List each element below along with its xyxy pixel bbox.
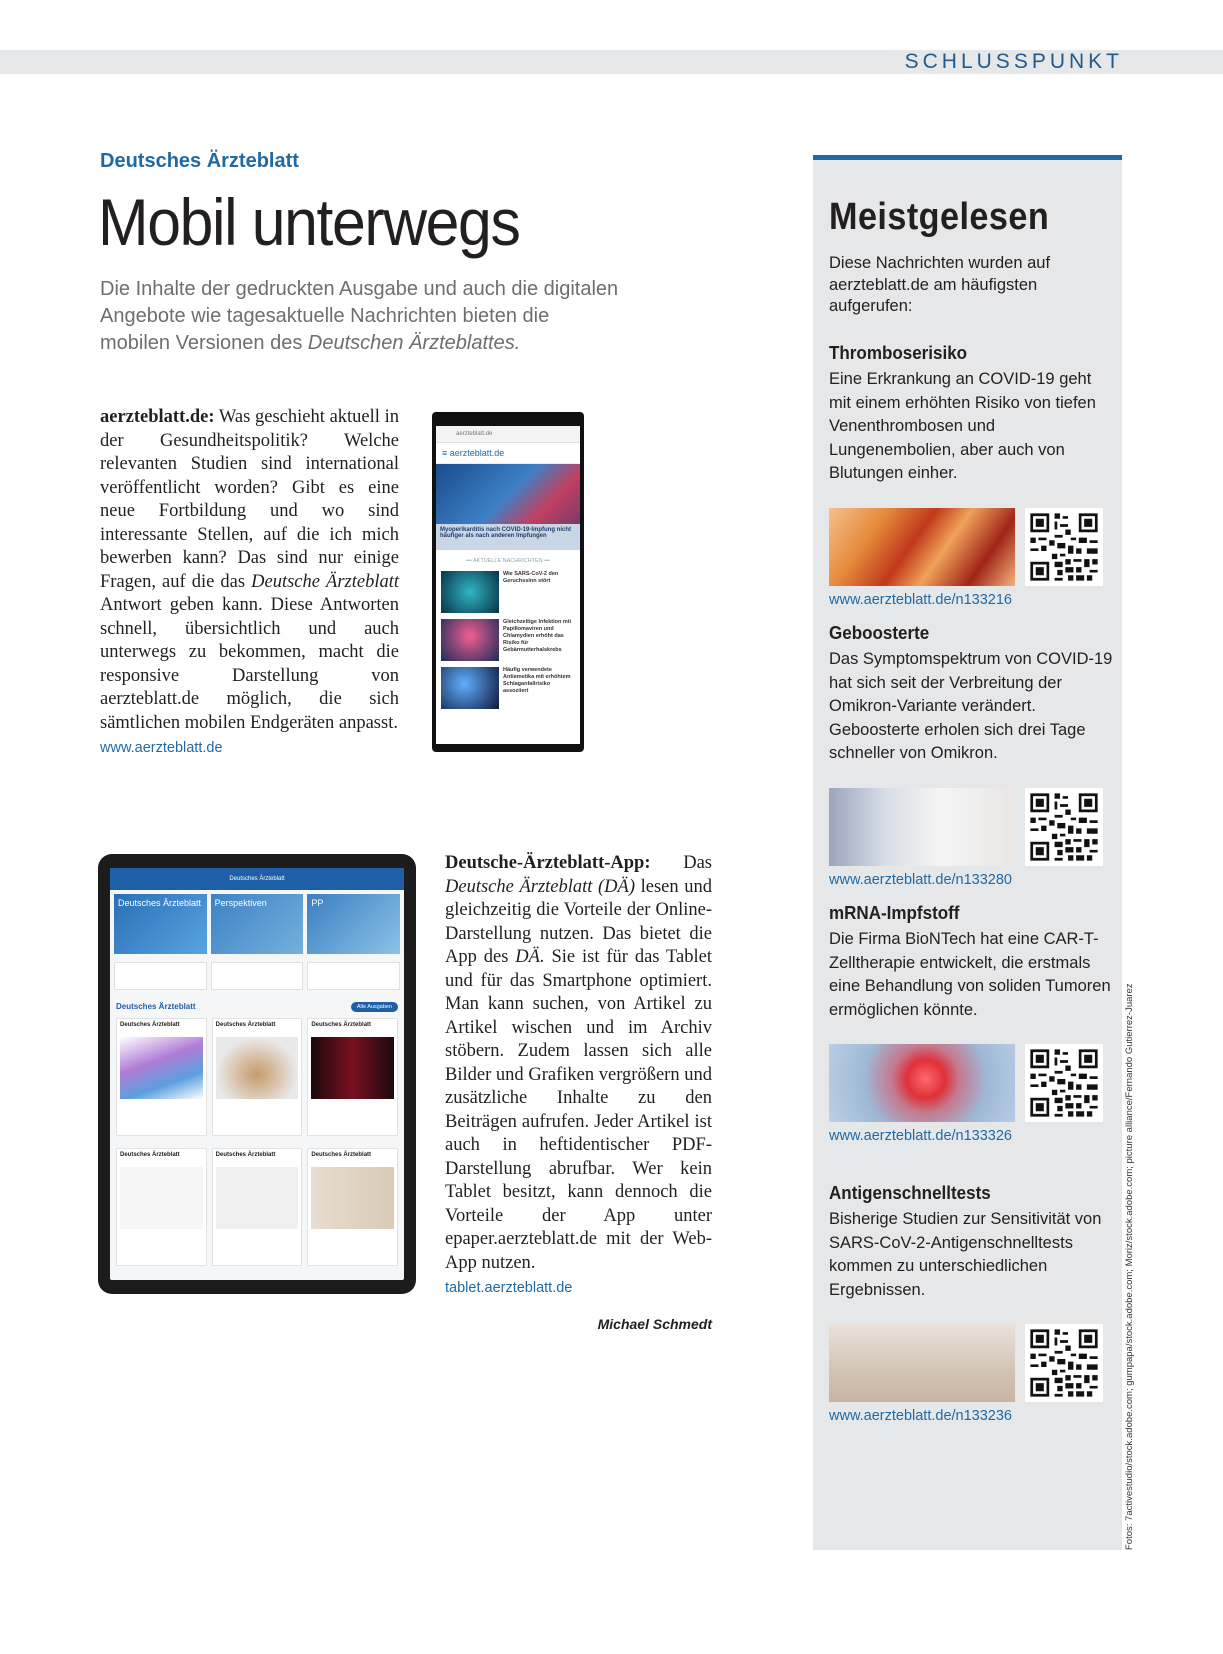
most-read-item [829,622,1114,888]
news-title: Gleichzeitige Infektion mit Papillomaviren und Chlamydien erhöht das Risiko für Gebärmutterhalskrebs [503,619,572,653]
author: Michael Schmedt [597,1315,712,1332]
item-link[interactable]: www.aerzteblatt.de/n133280 [829,871,1012,888]
item-headline: Antigenschnelltests [829,1182,991,1203]
article-paragraph-website [100,406,399,761]
issue-title: Deutsches Ärzteblatt [120,1152,180,1158]
app-teaser [114,962,207,990]
paragraph-text: Sie ist für das Tablet und für das Smartphone optimiert. Man kann suchen, von Artikel zu Artikel wischen und im Archiv stöbern. Zudem lassen sich alle Bilder und Grafiken vergrößern und zusätzliche Inhalte zu den Beiträgen aufrufen. Jeder Artikel ist auch in heftidentischer PDF-Darstellung abrufbar. Wer kein Tablet besitzt, kann dennoch die Vorteile der App unter epaper.aerzteblatt.de mit der Web-App nutzen. [445,947,712,1273]
paragraph-text: lesen und gleichzeitig die Vorteile der Online-Darstellung nutzen. Das bietet die App des [445,876,712,967]
sidebar-intro: Diese Nachrichten wurden auf aerzteblatt.de am häufigsten aufgerufen: [829,254,1051,315]
headline: Mobil unterwegs [98,185,520,259]
item-text: Eine Erkrankung an COVID-19 geht mit einem erhöhten Risiko von tiefen Venenthrombosen und Lungenembolien, aber auch von Blutungen einher. [829,370,1096,482]
lead [100,276,620,357]
smartphone-screen [436,426,580,744]
hero-caption: Myoperikarditis nach COVID-19-Impfung nicht häufiger als nach anderen Impfungen [436,524,580,550]
issue-tile [116,1018,207,1136]
qr-code-icon [1025,788,1103,866]
app-section-label: Deutsches Ärzteblatt [116,1002,196,1011]
item-photo [829,788,1015,866]
site-brand: ≡ aerzteblatt.de [436,443,580,464]
news-item [436,664,580,712]
rubric: Deutsches Ärzteblatt [100,150,299,172]
app-section-row [110,994,404,1016]
news-thumbnail [441,619,499,661]
qr-code-icon [1025,508,1103,586]
qr-code-icon [1025,1044,1103,1122]
issue-cover [120,1037,203,1099]
issue-tile [116,1148,207,1266]
news-title: Wie SARS-CoV-2 den Geruchssinn stört [503,571,559,584]
tablet-screen [110,868,404,1280]
most-read-item [829,342,1114,608]
item-text: Das Symptomspektrum von COVID-19 hat sich seit der Verbreitung der Omikron-Variante verändert. Geboosterte erholen sich drei Tage schneller von Omikron. [829,650,1113,762]
news-thumbnail [441,667,499,709]
item-link[interactable]: www.aerzteblatt.de/n133236 [829,1408,1012,1424]
app-card: PP [307,894,400,954]
issue-cover [311,1167,394,1229]
issue-tile [212,1148,303,1266]
item-photo [829,1044,1015,1122]
issue-title: Deutsches Ärzteblatt [215,1022,276,1028]
paragraph-italic: Deutsche Ärzteblatt [251,571,399,592]
app-card: Deutsches Ärzteblatt [114,894,207,954]
issue-title: Deutsches Ärzteblatt [311,1152,372,1158]
news-item [436,568,580,616]
lead-italic: Deutschen Ärzteblattes. [307,332,521,354]
news-section-label: ••• AKTUELLE NACHRICHTEN ••• [466,558,550,564]
item-link[interactable]: www.aerzteblatt.de/n133326 [829,1128,1012,1144]
issue-cover [216,1037,299,1099]
paragraph-lead-website: aerzteblatt.de: [100,407,215,427]
app-teaser [211,962,304,990]
smartphone-mockup [432,412,584,752]
news-thumbnail [441,571,499,613]
website-link[interactable]: www.aerzteblatt.de [100,740,223,756]
most-read-sidebar [813,155,1122,1550]
app-teaser [307,962,400,990]
issue-title: Deutsches Ärzteblatt [215,1152,276,1158]
most-read-item [829,902,1114,1144]
tablet-mockup [98,854,416,1294]
sidebar-title: Meistgelesen [829,196,1050,238]
qr-code-icon [1025,1324,1103,1402]
photo-credits: Fotos: 7activestudio/stock.adobe.com; gumpapa/stock.adobe.com; Moriz/stock.adobe.com; picture alliance/Fernando Gutierrez-Juarez [1124,983,1135,1550]
item-headline: Geboosterte [829,622,930,643]
paragraph-italic: Deutsche Ärzteblatt (DÄ) [445,876,636,897]
item-headline: Thromboserisiko [829,342,968,363]
paragraph-text: Was geschieht aktuell in der Gesundheitspolitik? Welche relevanten Studien sind international veröffentlicht worden? Gibt es eine neue Fortbildung und wo sind interessante Stellen, auf die ich mich bewerben kann? Das sind nur einige Fragen, auf die das [100,407,399,592]
news-item [436,616,580,664]
item-text: Die Firma BioNTech hat eine CAR-T-Zelltherapie entwickelt, die erstmals eine Behandlung von soliden Tumoren ermöglichen könnte. [829,930,1111,1019]
item-photo [829,508,1015,586]
news-title: Häufig verwendete Antiemetika mit erhöhtem Schlaganfallrisiko assoziiert [503,667,571,694]
issue-tile [212,1018,303,1136]
article-paragraph-app [445,852,712,1336]
paragraph-lead-app: Deutsche-Ärzteblatt-App: [445,853,651,873]
app-card: Perspektiven [211,894,304,954]
browser-url-bar: aerzteblatt.de [436,426,580,443]
issue-tile [307,1018,398,1136]
paragraph-text: Das [650,853,712,873]
issue-cover [311,1037,394,1099]
item-headline: mRNA-Impfstoff [829,902,960,923]
issue-tile [307,1148,398,1266]
tablet-link[interactable]: tablet.aerzteblatt.de [445,1280,573,1296]
issue-cover [120,1167,203,1229]
paragraph-italic: DÄ. [515,947,545,967]
issue-title: Deutsches Ärzteblatt [120,1022,180,1028]
most-read-item [829,1182,1114,1424]
section-label: SCHLUSSPUNKT [904,50,1123,73]
issue-title: Deutsches Ärzteblatt [311,1022,372,1028]
lead-text: Die Inhalte der gedruckten Ausgabe und auch die digitalen Angebote wie tagesaktuelle Nachrichten bieten die mobilen Versionen des [100,278,619,354]
paragraph-text: Antwort geben kann. Diese Antworten schnell, übersichtlich und auch unterwegs zu bekommen, macht die responsive Darstellung von aerzteblatt.de möglich, die sich sämtlichen mobilen Endgeräten anpasst. [100,595,399,733]
issue-cover [216,1167,299,1229]
item-text: Bisherige Studien zur Sensitivität von SARS-CoV-2-Antigenschnelltests kommen zu unterschiedlichen Ergebnissen. [829,1210,1102,1299]
item-photo [829,1324,1015,1402]
item-link[interactable]: www.aerzteblatt.de/n133216 [829,591,1012,608]
hero-image [436,464,580,524]
all-issues-button: Alle Ausgaben [351,1002,398,1012]
app-header: Deutsches Ärzteblatt [110,868,404,890]
